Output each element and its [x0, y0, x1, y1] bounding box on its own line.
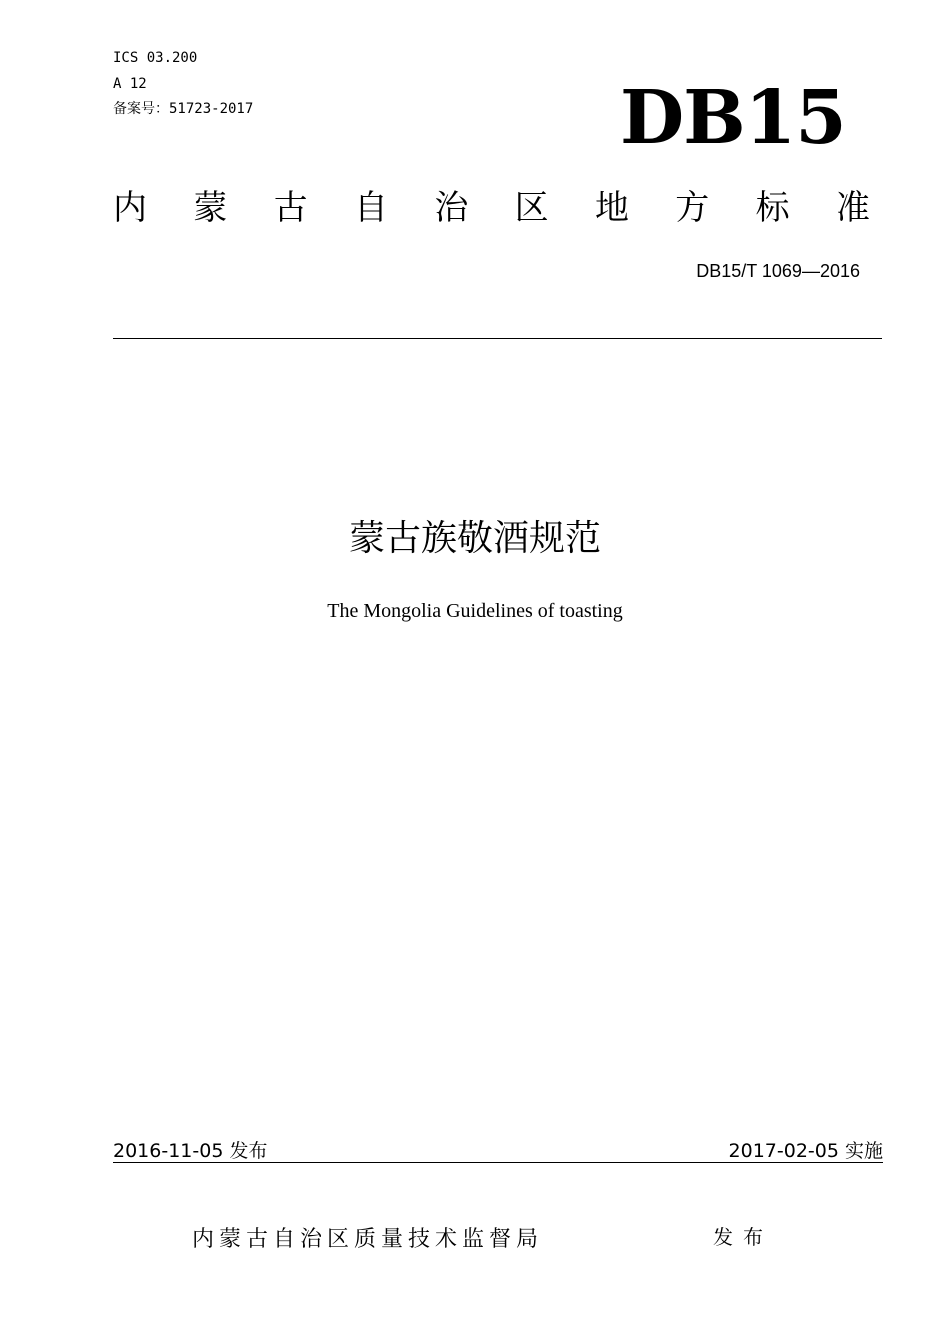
standard-type-char: 治 [434, 188, 469, 228]
standard-type-char: 区 [514, 188, 549, 228]
implementation-date: 2017-02-05 实施 [728, 1140, 883, 1162]
standard-number: DB15/T 1069—2016 [696, 261, 860, 281]
standard-type-char: 蒙 [193, 188, 228, 228]
publisher-name: 内蒙古自治区质量技术监督局 [192, 1227, 544, 1252]
standard-type-char: 地 [594, 188, 629, 228]
standard-type-char: 准 [835, 188, 870, 228]
document-title-english: The Mongolia Guidelines of toasting [327, 600, 623, 622]
bottom-divider [113, 1162, 883, 1163]
standard-type-char: 内 [113, 188, 147, 228]
standard-type-char: 自 [353, 188, 388, 228]
record-number: 备案号：51723-2017 [113, 101, 254, 117]
publish-label: 发布 [713, 1225, 773, 1249]
standard-logo: DB15 [620, 75, 846, 161]
issue-date: 2016-11-05 发布 [113, 1140, 268, 1162]
standard-type-char: 标 [755, 188, 790, 228]
standard-type-heading [113, 187, 870, 229]
ics-code: ICS 03.200 [113, 50, 198, 66]
classification-code: A 12 [113, 76, 147, 92]
standard-type-char: 古 [273, 188, 308, 228]
top-divider [113, 338, 882, 339]
standard-type-char: 方 [675, 188, 710, 228]
document-title-chinese: 蒙古族敬酒规范 [348, 518, 601, 559]
